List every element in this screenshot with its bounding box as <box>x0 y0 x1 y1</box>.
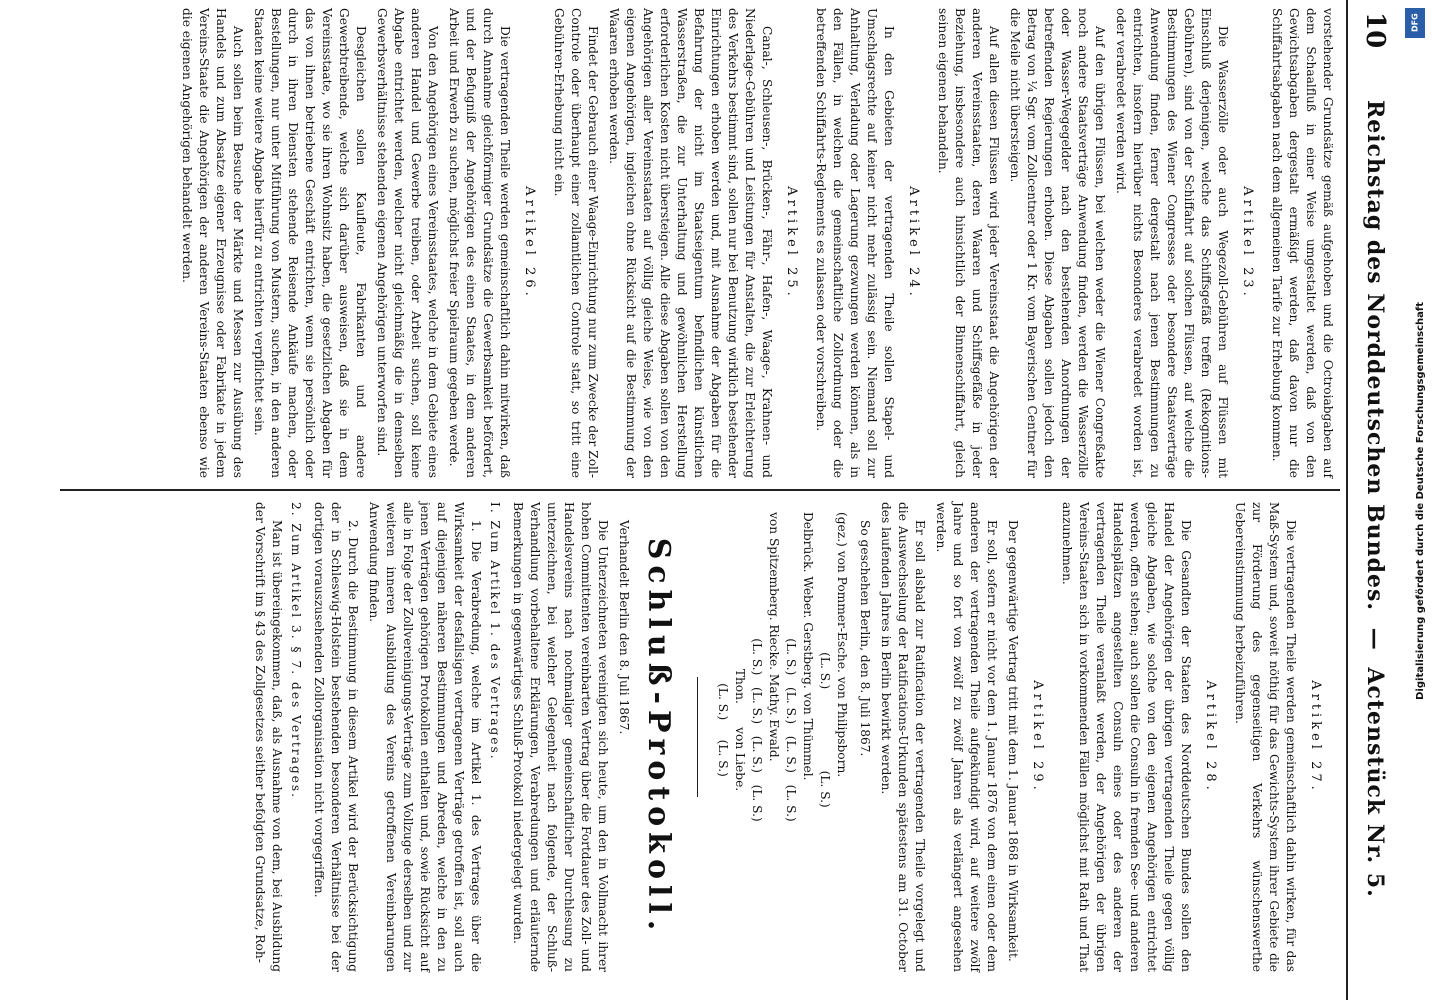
signature-seals <box>714 502 731 972</box>
article-heading: Artikel 23. <box>1240 186 1255 300</box>
page-header <box>1350 0 1390 1000</box>
signatures <box>714 502 850 972</box>
signature-names: Thon. von Liebe. <box>733 668 747 792</box>
running-head <box>1362 100 1388 898</box>
seal-marks: (L. S.) (L. S.) (L. S.) (L. S.) <box>784 638 798 822</box>
section-rule <box>697 677 698 797</box>
paragraph: Auf allen diesen Flüssen wird jeder Vereinsstaat die Angehörigen der anderen Vereinsstaaten, deren Waaren und Schiffsgefäße in jeder Beziehung, insbesondere auch hinsichtlich der Binnenschiffahrt, gleich seinen eigenen behandeln. <box>936 8 1001 478</box>
protocol-item-heading: 2. Zum Artikel 3. § 7. des Vertrages. <box>289 502 303 800</box>
paragraph: Auch sollen beim Besuche der Märkte und Messen zur Ausübung des Handels und zum Absatze eigener Erzeugnisse oder Fabrikate in jedem Vereins-Staate die Angehörigen der anderen Vereins-Staaten ebenso wie die eigenen Angehörigen behandelt werden. <box>180 8 245 478</box>
paragraph: Die Wasserzölle oder auch Wegezoll-Gebühren auf Flüssen mit Einschluß derjenigen, welche das Schiffsgefäß treffen (Rekognitions-Gebühren), sind von der Schiffahrt auf solchen Flüssen, auf welche die Bestimmungen des Wiener Congresses oder besondere Staatsverträge Anwendung finden, ferner dergestalt nach jenen Bestimmungen zu entrichten, insofern hierüber nichts Besonderes verabredet worden ist, oder verabredet werden wird. <box>1114 8 1230 478</box>
paragraph: Die vertragenden Theile werden gemeinschaftlich dahin mitwirken, daß durch Annahme gleichförmiger Grundsätze die Gewerbsamkeit befördert, und der Befugniß der Angehörigen des einen Staates, in dem anderen Arbeit und Erwerb zu suchen, möglichst freier Spielraum gegeben werde. <box>447 8 512 478</box>
running-head-dash: — <box>1362 627 1388 651</box>
article-heading: Artikel 28. <box>1203 680 1218 794</box>
paragraph: Er soll alsbald zur Ratification der vertragenden Theile vorgelegt und die Auswechselung der Ratifications-Urkunden spätestens am 31. October des laufenden Jahres in Berlin bewirkt werden. <box>879 502 927 972</box>
signature-row <box>731 502 748 972</box>
header-rule <box>1346 0 1348 1000</box>
paragraph: Er soll, sofern er nicht vor dem 1. Januar 1876 von dem einen oder dem anderen der vertragenden Theile aufgekündigt wird, auf weitere zwölf Jahre und so fort von zwölf zu zwölf Jahren als verlängert angesehen werden. <box>934 502 999 972</box>
running-head-left: Reichstag des Norddeutschen Bundes. <box>1362 100 1388 612</box>
paragraph: Canal-, Schleusen-, Brücken-, Fähr-, Hafen-, Waage-, Krahnen- und Niederlage-Gebühren und Leistungen für Anstalten, die zur Erleichterung des Verkehrs bestimmt sind, sollen nur bei Benutzung wirklich bestehender Einrichtungen erhoben werden und, mit Ausnahme der Abgaben für die Befahrung der nicht im Staatseigentum befindlichen künstlichen Wasserstraßen, die zur Unterhaltung und gewöhnlichen Herstellung erforderlichen Kosten nicht übersteigen. Alle diese Abgaben sollen von den Angehörigen aller Vereinsstaaten auf völlig gleiche Weise, wie von den eigenen Angehörigen, ingleichen ohne Rücksicht auf die Bestimmung der Waaren erhoben werden. <box>607 8 774 478</box>
article-heading: Artikel 26. <box>522 186 537 300</box>
article-heading: Artikel 29. <box>1030 680 1045 794</box>
paragraph: Man ist übereingekommen, daß, als Ausnahme von dem, bei Ausbildung der Vorschrift im § 43 des Zollgesetzes seither befolgten Grundsatze, Roh- <box>253 502 284 972</box>
article-heading: Artikel 25. <box>784 186 799 300</box>
signature-names: (gez.) von Pommer-Esche. von Philipsborn. <box>835 512 849 778</box>
signature-row <box>799 502 816 972</box>
left-column <box>174 8 1336 478</box>
dated-line: So geschehen Berlin, den 8. Juli 1867. <box>858 520 872 757</box>
signature-seals <box>816 502 833 972</box>
paragraph: Die Gesandten der Staaten des Norddeutschen Bundes sollen den Handel der Angehörigen der übrigen vertragenden Theile gegen völlig gleiche Abgaben, wie solche von den eigenen Angehörigen entrichtet werden, offen stehen; auch sollen die Consuln in fremden See- und anderen Handelsplätzen angestellten Consuln eines oder des anderen der vertragenden Theile veranlaßt werden, der Angehörigen der übrigen Vereins-Staaten sich in vorkommenden Fällen möglichst mit Rath und That anzunehmen. <box>1060 502 1193 972</box>
dfg-logo: DFG <box>1405 8 1425 38</box>
column-divider <box>60 489 1340 491</box>
paragraph: Die vertragenden Theile werden gemeinschaftlich dahin wirken, für das Maß-System und, soweit nöthig für das Gewichts-System ihrer Gebiete die zur Förderung des gegenseitigen Verkehrs wünschenswerthe Uebereinstimmung herbeizuführen. <box>1233 502 1298 972</box>
paragraph: Findet der Gebrauch einer Waage-Einrichtung nur zum Zwecke der Zoll-Controle oder überhaupt einer zollamtlichen Controle statt, so tritt eine Gebühren-Erhebung nicht ein. <box>552 8 600 478</box>
protocol-item-heading: I. Zum Artikel 1. des Vertrages. <box>488 502 502 761</box>
signature-names: Delbrück. Weber. Gerstberg. von Thümmel. <box>801 512 815 781</box>
paragraph: Auf den übrigen Flüssen, bei welchen weder die Wiener Congreßakte noch andere Staatsverträge Anwendung finden, werden die Wasserzölle oder Wasser-Wegegelder nach den bestehenden Anordnungen der betreffenden Regierungen erhoben. Diese Abgaben sollen jedoch den Betrag von ¼ Sgr. vom Zollcentner oder 1 Kr. vom Bayerischen Centner für die Meile nicht übersteigen. <box>1008 8 1107 478</box>
running-head-right: Actenstück Nr. 5. <box>1362 667 1388 898</box>
article-heading: Artikel 24. <box>906 186 921 300</box>
signature-seals <box>782 502 799 972</box>
seal-marks: (L. S.) (L. S.) <box>716 683 730 777</box>
signature-row <box>765 502 782 972</box>
paragraph: Von den Angehörigen eines Vereinsstaates, welche in dem Gebiete eines anderen Handel und Gewerbe treiben, oder Arbeit suchen, soll keine Abgabe entrichtet werden, welcher nicht gleichmäßig die in demselben Gewerbsverhältnisse stehenden eigenen Angehörigen unterworfen sind. <box>375 8 440 478</box>
signature-row <box>833 502 850 972</box>
seal-marks: (L. S.) (L. S.) (L. S.) (L. S.) <box>750 638 764 822</box>
paragraph: Die Unterzeichneten vereinigten sich heute, um den in Vollmacht ihrer hohen Committenten vereinbarten Vertrag über die Fortdauer des Zoll- und Handelsvereins nach nochmaliger gemeinschaftlicher Durchlesung zu unterzeichnen, bei welcher Gelegenheit nach folgende, der Schluß-Verhandlung vorbehaltene Erklärungen, Verabredungen und erläuternde Bemerkungen in gegenwärtiges Schluß-Protokoll niedergelegt wurden. <box>511 502 610 972</box>
paragraph: Desgleichen sollen Kaufleute, Fabrikanten und andere Gewerbtreibende, welche sich darüber ausweisen, daß sie in dem Vereinsstaate, wo sie ihren Wohnsitz haben, die gesetzlichen Abgaben für das von ihnen betriebene Geschäft entrichten, wenn sie persönlich oder durch in ihren Diensten stehende Reisende Ankäufe machen, oder Bestellungen, nur unter Mitführung von Mustern, suchen, in den anderen Staaten keine weitere Abgabe hierfür zu entrichten verpflichtet sein. <box>252 8 368 478</box>
signature-names: von Spitzemberg. Riecke. Mathy. Ewald. <box>767 512 781 762</box>
signature-seals <box>748 502 765 972</box>
paragraph: vorstehender Grundsätze gemäß aufgehoben und die Octroiabgaben auf dem Schaalfluß in einer Weise umgestaltet werden, daß von den Gewichtsabgaben dergestalt ermäßigt werden, daß davon nur die Schiffahrtsabgaben nach dem allgemeinen Tarife zur Erhebung kommen. <box>1270 8 1335 478</box>
protocol-place: Verhandelt Berlin den 8. Juli 1867. <box>617 520 631 735</box>
seal-marks: (L. S.) (L. S.) <box>818 652 832 808</box>
article-heading: Artikel 27. <box>1308 680 1323 794</box>
right-column <box>247 502 1336 972</box>
digitization-note <box>1404 8 1426 994</box>
paragraph: 1. Die Verabredung, welche im Artikel 1. des Vertrages über die Wirksamkeit der desfallsigen vertragenen Verträge getroffen ist, soll auch auf diejenigen näheren Bestimmungen und Abreden, welche in den zu jenen Verträgen gehörigen Protokollen enthalten und, sowie Rücksicht auf alle in Folge der Zollvereinigungs-Verträge zum Vollzuge derselben und zur weiteren inneren Ausbildung des Vereins getroffenen Vereinbarungen Anwendung finden. <box>367 502 483 972</box>
paragraph: Der gegenwärtige Vertrag tritt mit dem 1. Januar 1868 in Wirksamkeit. <box>1006 520 1020 962</box>
protocol-title: Schluß-Protokoll. <box>641 537 676 937</box>
page-number: 10 <box>1360 12 1390 49</box>
paragraph: 2. Durch die Bestimmung in diesem Artikel wird der Berücksichtigung der in Schleswig-Holstein bestehenden besonderen Verhältnisse bei der dortigen vorauszusehenden Zollorganisation nicht vorgegriffen. <box>312 502 360 972</box>
digitization-note-text: Digitalisierung gefördert durch die Deutsche Forschungsgemeinschaft <box>1415 302 1426 700</box>
paragraph: In den Gebieten der vertragenden Theile sollen Stapel- und Umschlagsrechte auf keiner nicht mehr zulässig sein. Niemand soll zur Anhaltung, Verladung oder Lagerung gezwungen werden können, als in den Fällen, in welchen die gemeinschaftliche Zollordnung oder die betreffenden Schiffahrts-Reglements es zulassen oder vorschreiben. <box>814 8 896 478</box>
